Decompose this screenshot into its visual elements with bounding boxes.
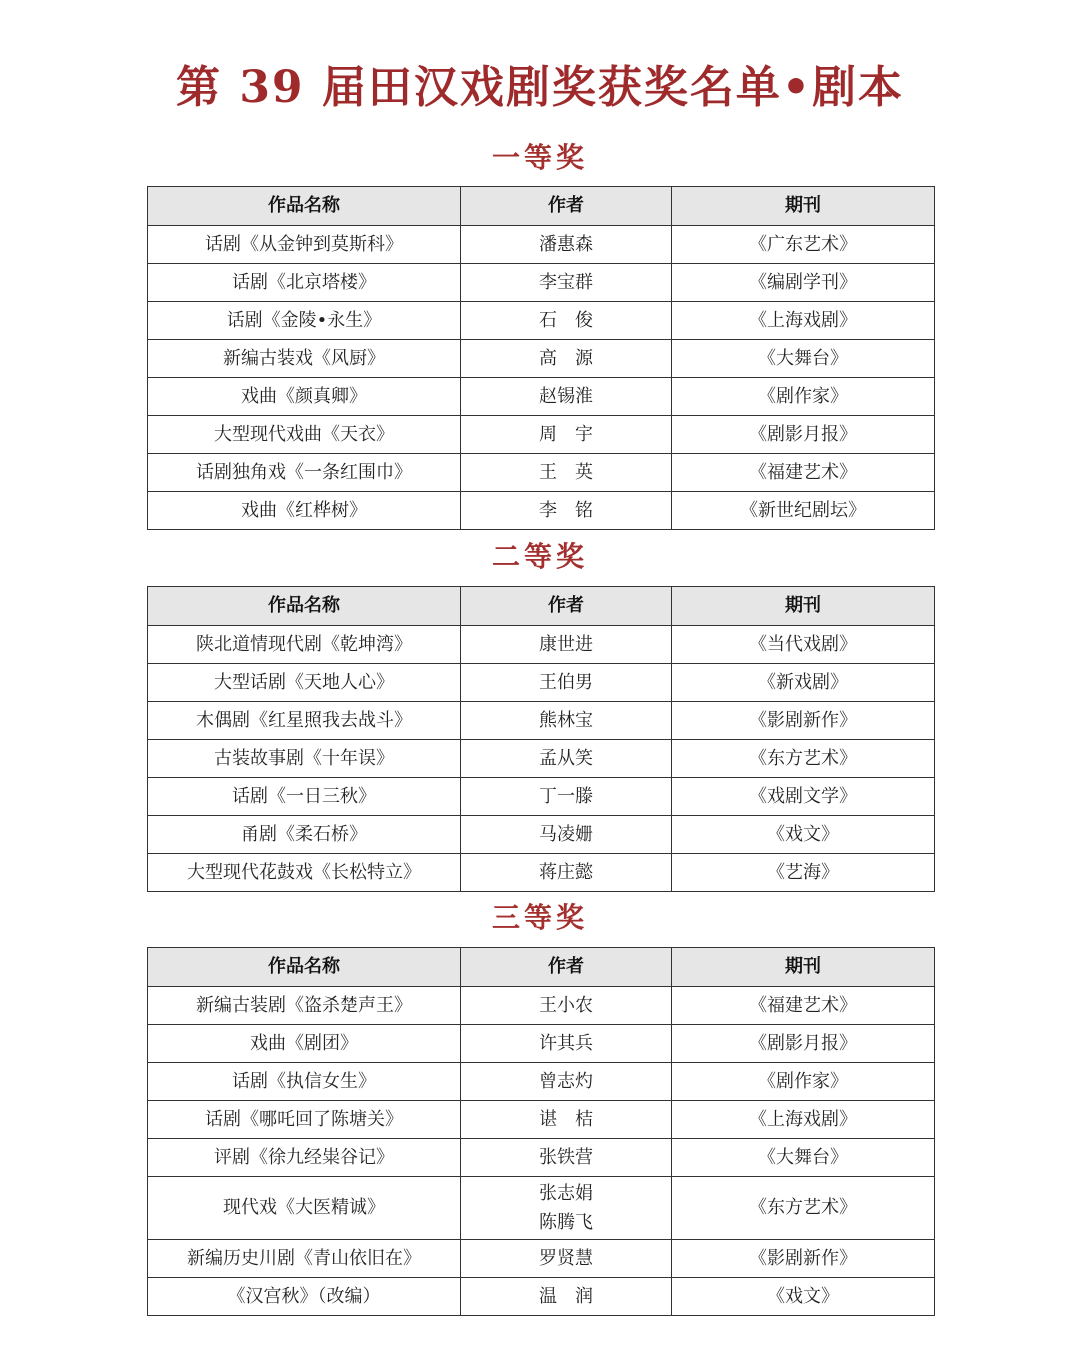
work-cell: 话剧《北京塔楼》 — [148, 264, 461, 302]
work-cell: 戏曲《颜真卿》 — [148, 378, 461, 416]
table-row — [148, 340, 935, 378]
author-cell: 王 英 — [461, 454, 672, 492]
first-prize-table — [147, 186, 935, 530]
table-row — [148, 664, 935, 702]
table-row — [148, 378, 935, 416]
table-row — [148, 226, 935, 264]
work-cell: 新编古装戏《风厨》 — [148, 340, 461, 378]
table-row — [148, 416, 935, 454]
author-name: 张志娟 — [539, 1183, 593, 1204]
header-work: 作品名称 — [148, 587, 461, 626]
author-cell: 熊林宝 — [461, 702, 672, 740]
journal-cell: 《东方艺术》 — [672, 740, 935, 778]
journal-cell: 《戏文》 — [672, 816, 935, 854]
author-cell: 康世进 — [461, 626, 672, 664]
table-row — [148, 1101, 935, 1139]
journal-cell: 《剧影月报》 — [672, 1025, 935, 1063]
table-header-row — [148, 948, 935, 987]
table-header-row — [148, 587, 935, 626]
work-cell: 话剧《哪吒回了陈塘关》 — [148, 1101, 461, 1139]
author-cell: 张铁营 — [461, 1139, 672, 1177]
author-cell: 马凌姗 — [461, 816, 672, 854]
table-row — [148, 1278, 935, 1316]
work-cell: 新编历史川剧《青山依旧在》 — [148, 1240, 461, 1278]
work-cell: 戏曲《红桦树》 — [148, 492, 461, 530]
section-title-second-prize: 二等奖 — [491, 540, 588, 573]
work-cell: 木偶剧《红星照我去战斗》 — [148, 702, 461, 740]
author-cell: 李 铭 — [461, 492, 672, 530]
work-cell: 现代戏《大医精诚》 — [148, 1177, 461, 1240]
table-row — [148, 702, 935, 740]
table-row — [148, 778, 935, 816]
section-title-first-prize: 一等奖 — [491, 141, 588, 174]
author-cell: 高 源 — [461, 340, 672, 378]
journal-cell: 《福建艺术》 — [672, 454, 935, 492]
author-cell — [461, 1177, 672, 1240]
work-cell: 大型话剧《天地人心》 — [148, 664, 461, 702]
journal-cell: 《新世纪剧坛》 — [672, 492, 935, 530]
work-cell: 话剧《从金钟到莫斯科》 — [148, 226, 461, 264]
table-row — [148, 492, 935, 530]
section-title-third-prize: 三等奖 — [491, 901, 588, 934]
header-work: 作品名称 — [148, 948, 461, 987]
journal-cell: 《大舞台》 — [672, 340, 935, 378]
journal-cell: 《艺海》 — [672, 854, 935, 892]
work-cell: 话剧《金陵•永生》 — [148, 302, 461, 340]
journal-cell: 《影剧新作》 — [672, 702, 935, 740]
table-row — [148, 740, 935, 778]
table-row — [148, 454, 935, 492]
author-cell: 孟从笑 — [461, 740, 672, 778]
journal-cell: 《戏文》 — [672, 1278, 935, 1316]
journal-cell: 《大舞台》 — [672, 1139, 935, 1177]
work-cell: 戏曲《剧团》 — [148, 1025, 461, 1063]
table-row — [148, 264, 935, 302]
journal-cell: 《福建艺术》 — [672, 987, 935, 1025]
journal-cell: 《编剧学刊》 — [672, 264, 935, 302]
header-journal: 期刊 — [672, 187, 935, 226]
table-row — [148, 1240, 935, 1278]
journal-cell: 《当代戏剧》 — [672, 626, 935, 664]
work-cell: 话剧独角戏《一条红围巾》 — [148, 454, 461, 492]
header-work: 作品名称 — [148, 187, 461, 226]
author-cell: 许其兵 — [461, 1025, 672, 1063]
work-cell: 话剧《一日三秋》 — [148, 778, 461, 816]
table-row — [148, 854, 935, 892]
third-prize-table — [147, 947, 935, 1316]
author-cell: 李宝群 — [461, 264, 672, 302]
journal-cell: 《上海戏剧》 — [672, 302, 935, 340]
author-cell: 丁一滕 — [461, 778, 672, 816]
journal-cell: 《广东艺术》 — [672, 226, 935, 264]
work-cell: 新编古装剧《盗杀楚声王》 — [148, 987, 461, 1025]
table-row — [148, 816, 935, 854]
author-cell: 温 润 — [461, 1278, 672, 1316]
journal-cell: 《上海戏剧》 — [672, 1101, 935, 1139]
work-cell: 大型现代戏曲《天衣》 — [148, 416, 461, 454]
header-author: 作者 — [461, 587, 672, 626]
author-cell: 王小农 — [461, 987, 672, 1025]
author-cell: 石 俊 — [461, 302, 672, 340]
work-cell: 古装故事剧《十年误》 — [148, 740, 461, 778]
page-title: 第 39 届田汉戏剧奖获奖名单•剧本 — [176, 62, 904, 113]
journal-cell: 《剧作家》 — [672, 1063, 935, 1101]
work-cell: 话剧《执信女生》 — [148, 1063, 461, 1101]
author-cell: 蒋庄懿 — [461, 854, 672, 892]
author-cell: 王伯男 — [461, 664, 672, 702]
table-header-row — [148, 187, 935, 226]
work-cell: 陕北道情现代剧《乾坤湾》 — [148, 626, 461, 664]
table-row — [148, 302, 935, 340]
journal-cell: 《剧影月报》 — [672, 416, 935, 454]
table-row — [148, 987, 935, 1025]
work-cell: 甬剧《柔石桥》 — [148, 816, 461, 854]
work-cell: 《汉宫秋》（改编） — [148, 1278, 461, 1316]
journal-cell: 《戏剧文学》 — [672, 778, 935, 816]
header-author: 作者 — [461, 187, 672, 226]
table-row — [148, 626, 935, 664]
author-cell: 谌 桔 — [461, 1101, 672, 1139]
second-prize-table — [147, 586, 935, 892]
author-name: 陈腾飞 — [539, 1212, 593, 1233]
author-cell: 罗贤慧 — [461, 1240, 672, 1278]
author-cell: 周 宇 — [461, 416, 672, 454]
header-author: 作者 — [461, 948, 672, 987]
journal-cell: 《剧作家》 — [672, 378, 935, 416]
work-cell: 评剧《徐九经粜谷记》 — [148, 1139, 461, 1177]
header-journal: 期刊 — [672, 587, 935, 626]
table-row — [148, 1139, 935, 1177]
journal-cell: 《东方艺术》 — [672, 1177, 935, 1240]
author-cell: 赵锡淮 — [461, 378, 672, 416]
table-row — [148, 1063, 935, 1101]
author-cell: 曾志灼 — [461, 1063, 672, 1101]
header-journal: 期刊 — [672, 948, 935, 987]
journal-cell: 《影剧新作》 — [672, 1240, 935, 1278]
journal-cell: 《新戏剧》 — [672, 664, 935, 702]
table-row — [148, 1025, 935, 1063]
table-row — [148, 1177, 935, 1240]
work-cell: 大型现代花鼓戏《长松特立》 — [148, 854, 461, 892]
author-cell: 潘惠森 — [461, 226, 672, 264]
